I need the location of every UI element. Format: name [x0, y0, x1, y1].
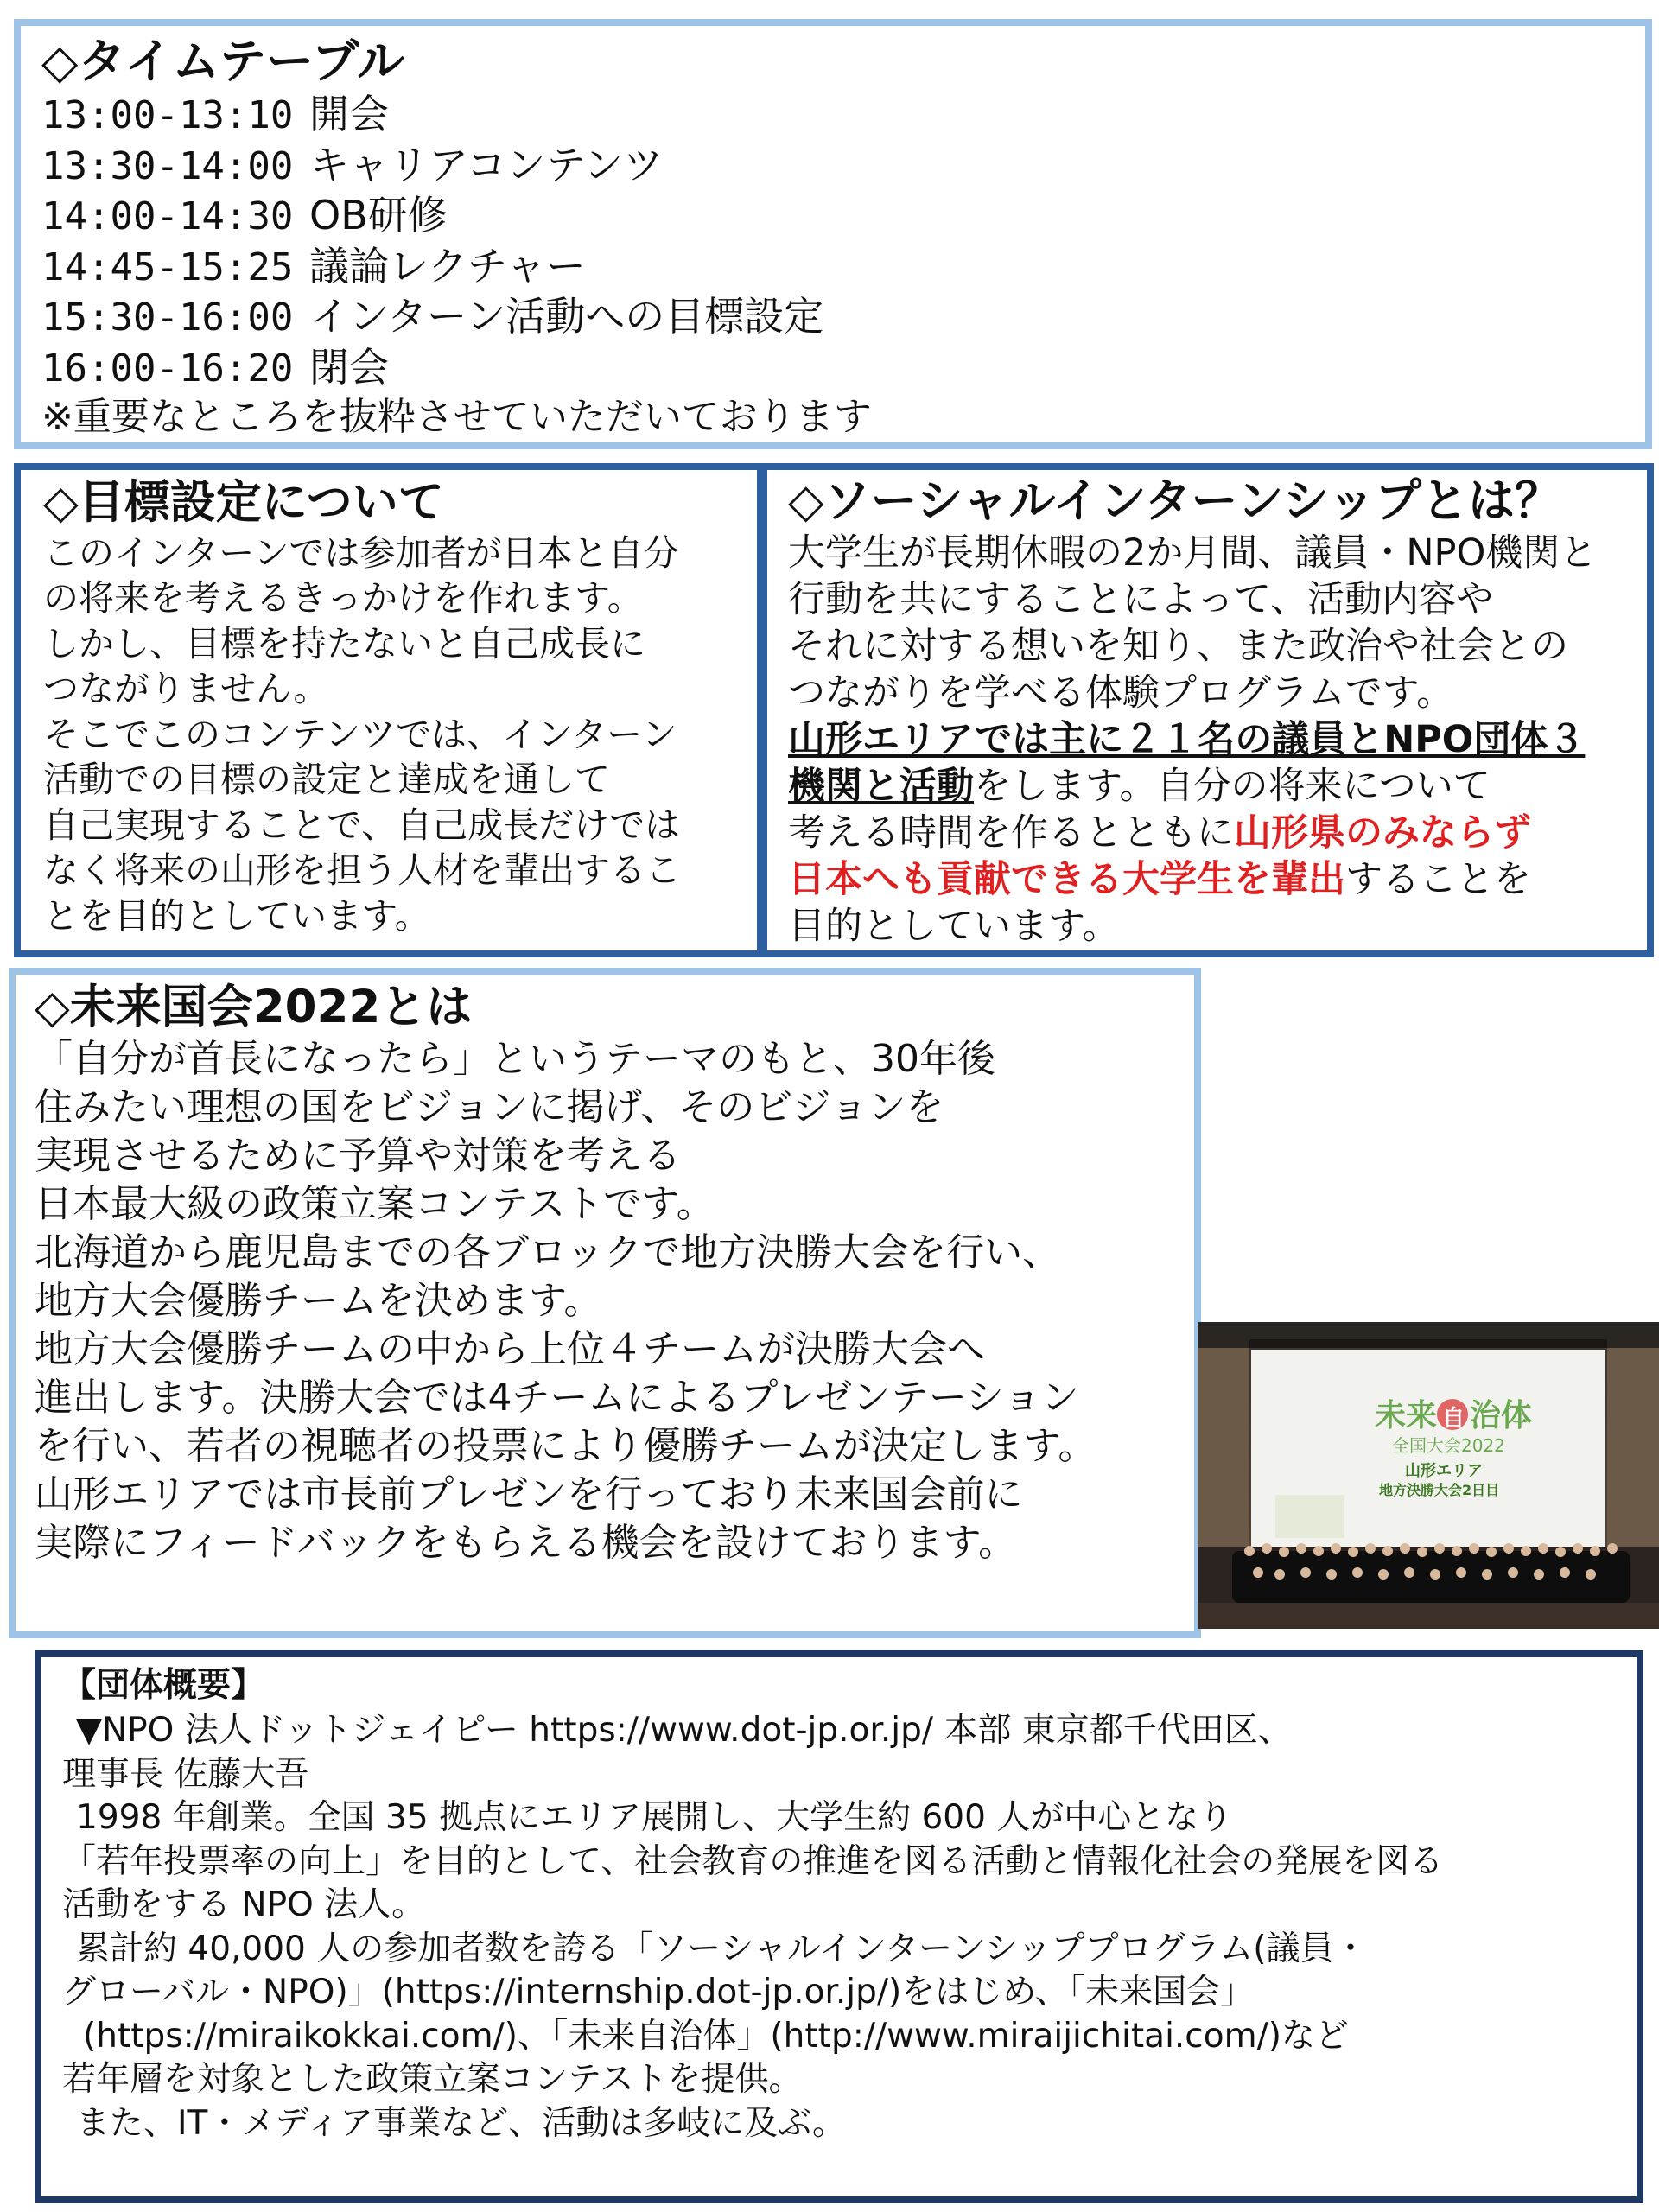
org-line: 活動をする NPO 法人。: [62, 1885, 426, 1924]
mirai-title: ◇未来国会2022とは: [35, 981, 473, 1033]
timetable-list: [41, 90, 1624, 393]
timetable-time: 13:30-14:00: [41, 143, 294, 188]
screen-text: 自: [1442, 1406, 1465, 1432]
timetable-label: キャリアコンテンツ: [309, 141, 664, 188]
social-highlight-underline: 機関と活動: [788, 764, 974, 808]
goal-line: 活動での目標の設定と達成を通して: [43, 759, 610, 801]
screen-text: 未来: [1375, 1398, 1438, 1433]
org-section: [35, 1650, 1643, 2203]
org-title: 【団体概要】: [62, 1666, 265, 1705]
social-section: [760, 463, 1654, 957]
social-line: [788, 856, 1626, 903]
timetable-section: [14, 19, 1652, 449]
timetable-label: OB研修: [309, 192, 448, 238]
goal-line: このインターンでは参加者が日本と自分: [43, 531, 679, 574]
timetable-time: 13:00-13:10: [41, 93, 294, 137]
org-line: 若年層を対象とした政策立案コンテストを提供。: [62, 2060, 803, 2099]
timetable-row: [41, 90, 1624, 141]
mirai-line: 山形エリアでは市長前プレゼンを行っており未来国会前に: [35, 1471, 1023, 1516]
mirai-line: を行い、若者の視聴者の投票により優勝チームが決定します。: [35, 1423, 1096, 1468]
social-highlight-red: 日本へも貢献できる大学生を輩出: [788, 857, 1345, 901]
mirai-line: 日本最大級の政策立案コンテストです。: [35, 1181, 715, 1226]
org-line: ▼NPO 法人ドットジェイピー https://www.dot-jp.or.jp/ 本部 東京都千代田区、: [76, 1711, 1292, 1750]
timetable-title: ◇タイムテーブル: [41, 34, 405, 89]
timetable-row: [41, 343, 1624, 394]
mirai-line: 実際にフィードバックをもらえる機会を設けております。: [35, 1520, 1017, 1565]
goal-line: 自己実現することで、自己成長だけでは: [43, 804, 681, 846]
mirai-line: 進出します。決勝大会では4チームによるプレゼンテーション: [35, 1375, 1079, 1420]
goal-line: つながりません。: [43, 668, 329, 710]
screen-text: 地方決勝大会2日目: [1379, 1482, 1500, 1498]
timetable-time: 14:00-14:30: [41, 194, 294, 238]
event-photo: [1198, 1322, 1659, 1629]
org-line: グローバル・NPO)」(https://internship.dot-jp.or.jp/)をはじめ、「未来国会」: [62, 1973, 1255, 2012]
social-line: 行動を共にすることによって、活動内容や: [788, 577, 1494, 621]
mirai-section: [9, 968, 1201, 1638]
org-line: また、IT・メディア事業など、活動は多岐に及ぶ。: [76, 2103, 846, 2143]
social-line: [788, 810, 1626, 856]
mirai-line: 実現させるために予算や対策を考える: [35, 1133, 681, 1178]
timetable-row: [41, 292, 1624, 343]
timetable-time: 14:45-15:25: [41, 245, 294, 289]
org-line: 「若年投票率の向上」を目的として、社会教育の推進を図る活動と情報化社会の発展を図る: [62, 1841, 1444, 1881]
social-text: することを: [1345, 857, 1531, 901]
mirai-line: 住みたい理想の国をビジョンに掲げ、そのビジョンを: [35, 1084, 944, 1129]
org-line: 累計約 40,000 人の参加者数を誇る「ソーシャルインターンシッププログラム(議員・: [76, 1929, 1368, 1968]
timetable-label: インターン活動への目標設定: [309, 293, 824, 340]
timetable-time: 15:30-16:00: [41, 296, 294, 340]
social-line: 目的としています。: [788, 904, 1120, 948]
timetable-row: [41, 191, 1624, 242]
social-title: ◇ソーシャルインターンシップとは？: [788, 474, 1561, 528]
social-text: をします。自分の将来について: [974, 764, 1491, 808]
org-line: 理事長 佐藤大吾: [62, 1754, 309, 1794]
goal-line: しかし、目標を持たないと自己成長に: [43, 622, 645, 664]
screen-text: 治体: [1470, 1398, 1533, 1433]
mirai-line: 「自分が首長になったら」というテーマのもと、30年後: [35, 1036, 995, 1081]
timetable-row: [41, 242, 1624, 293]
goal-line: なく将来の山形を担う人材を輩出するこ: [43, 849, 681, 892]
goal-section: [14, 463, 764, 957]
mirai-line: 北海道から鹿児島までの各ブロックで地方決勝大会を行い、: [35, 1230, 1061, 1274]
social-line: つながりを学べる体験プログラムです。: [788, 671, 1454, 715]
timetable-label: 開会: [309, 91, 389, 137]
social-line: [788, 763, 1626, 810]
screen-text: 全国大会2022: [1392, 1435, 1505, 1456]
social-line: 大学生が長期休暇の2か月間、議員・NPO機関と: [788, 531, 1598, 575]
timetable-time: 16:00-16:20: [41, 346, 294, 391]
timetable-row: [41, 141, 1624, 192]
mirai-line: 地方大会優勝チームの中から上位４チームが決勝大会へ: [35, 1326, 985, 1371]
social-text: 考える時間を作るとともに: [788, 810, 1234, 855]
social-highlight-red: 山形県のみならず: [1234, 810, 1531, 855]
social-highlight-underline: 山形エリアでは主に２１名の議員とNPO団体３: [788, 717, 1586, 761]
goal-title: ◇目標設定について: [43, 476, 444, 529]
org-line: 1998 年創業。全国 35 拠点にエリア展開し、大学生約 600 人が中心となり: [76, 1798, 1233, 1837]
goal-line: そこでこのコンテンツでは、インターン: [43, 713, 677, 755]
timetable-note: ※重要なところを抜粋させていただいております: [41, 395, 872, 439]
org-line: (https://miraikokkai.com/)、「未来自治体」(http://www.miraijichitai.com/)など: [83, 2016, 1349, 2056]
goal-line: の将来を考えるきっかけを作れます。: [43, 577, 643, 620]
screen-text: 山形エリア: [1405, 1462, 1483, 1480]
timetable-label: 閉会: [309, 343, 389, 391]
timetable-label: 議論レクチャー: [309, 242, 586, 289]
mirai-line: 地方大会優勝チームを決めます。: [35, 1278, 602, 1323]
goal-line: とを目的としています。: [43, 894, 430, 937]
social-line: それに対する想いを知り、また政治や社会との: [788, 624, 1568, 668]
event-photo-illustration: [1198, 1322, 1659, 1629]
